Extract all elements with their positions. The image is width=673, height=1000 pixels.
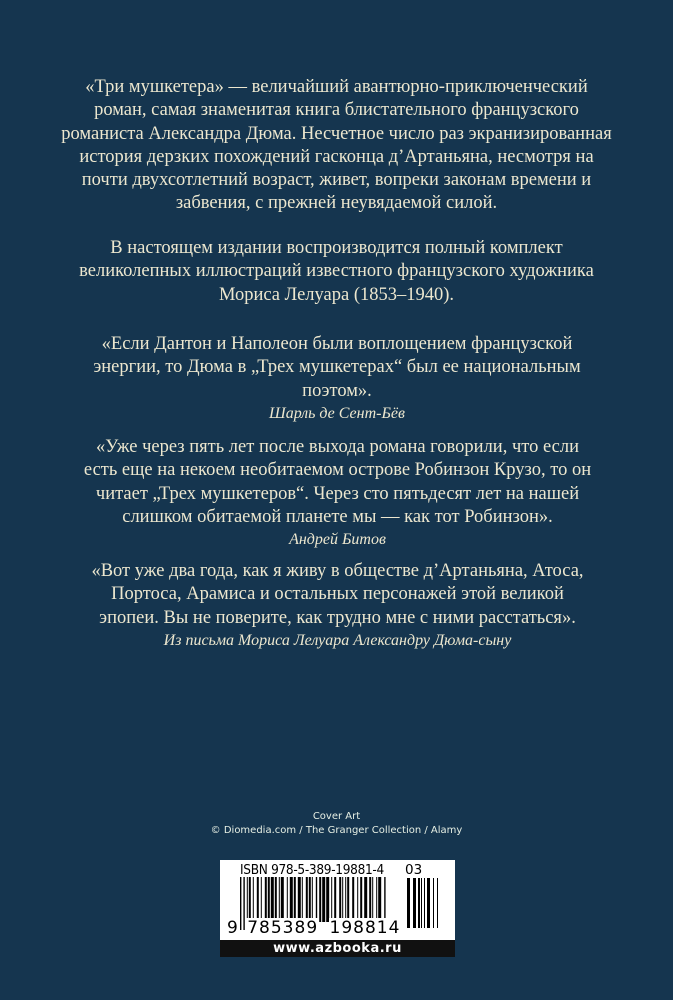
isbn-number: ISBN 978-5-389-19881-4 (240, 862, 384, 878)
barcode-bar (257, 877, 259, 922)
quote-2 (80, 436, 595, 551)
barcode-bar (279, 877, 280, 922)
barcode-bar (413, 878, 416, 928)
barcode-bar (334, 877, 336, 922)
barcode-bar (326, 877, 329, 922)
barcode-bar (407, 878, 410, 928)
barcode-bar (312, 877, 313, 922)
description-paragraph-1: «Три мушкетера» — величайший авантюрно-приключенческий роман, самая знаменитая книга блистательного французского романиста Александра Дюма. Несчетное число раз экранизированная история дерзких похождений гасконца д’Артаньяна, несмотря на почти двухсотлетний возраст, живет, вопреки законам времени и забвения, с прежней неувядаемой силой. (61, 77, 612, 214)
barcode-bar (249, 877, 251, 922)
publisher-website: www.azbooka.ru (220, 940, 455, 957)
barcode-bar (360, 877, 362, 922)
barcode-bar (364, 877, 367, 922)
quote-text: «Если Дантон и Наполеон были воплощением французской энергии, то Дюма в „Трех мушкетерах“ был ее национальным поэтом». (93, 334, 581, 401)
barcode-bar (268, 877, 270, 922)
barcode-bar (357, 877, 358, 922)
barcode-bar (319, 877, 321, 922)
barcode-bar (378, 877, 381, 922)
barcode-bar (298, 877, 301, 922)
barcode-bar (339, 877, 341, 922)
barcode-bar (265, 877, 267, 922)
barcode-bar (287, 877, 288, 922)
barcode-bar (261, 877, 262, 922)
barcode-bar (352, 877, 354, 922)
cover-art-credits: Cover Art © Diomedia.com / The Granger Collection / Alamy (210, 811, 463, 836)
barcode-bar (427, 878, 430, 928)
barcode-bar (347, 877, 349, 922)
isbn-barcode (220, 860, 455, 957)
quote-text: «Вот уже два года, как я живу в обществе д’Артаньяна, Атоса, Портоса, Арамиса и остальных персонажей этой великой эпопеи. Вы не поверите, как трудно мне с ними расстаться». (91, 561, 584, 628)
barcode-bar (418, 878, 420, 928)
barcode-bar (437, 878, 438, 928)
barcode-bar (372, 877, 373, 922)
barcode-bar (247, 877, 248, 922)
barcode-bar (294, 877, 296, 922)
barcode-bar (302, 877, 303, 922)
quote-1 (92, 333, 582, 425)
description-paragraph-2: В настоящем издании воспроизводится полный комплект великолепных иллюстраций известного французского художника Мориса Лелуара (1853–1940). (79, 238, 594, 305)
barcode-bar (281, 877, 284, 922)
quote-author: Шарль де Сент-Бёв (269, 404, 405, 422)
barcode-bar (309, 877, 311, 922)
isbn-addon: 03 (405, 862, 423, 878)
barcode-bar (306, 877, 308, 922)
barcode-bar (275, 877, 277, 922)
quote-author: Из письма Мориса Лелуара Александру Дюма-сыну (163, 631, 512, 649)
barcode-bar (290, 877, 293, 922)
quote-text: «Уже через пять лет после выхода романа говорили, что если есть еще на некоем необитаемом острове Робинзон Крузо, то он читает „Трех мушкетеров“. Через сто пятьдесят лет на нашей слишком обитаемой планете мы — как тот Робинзон». (83, 437, 592, 527)
quote-3 (85, 560, 590, 652)
barcode-bar (345, 877, 346, 922)
barcode-bar (271, 877, 274, 922)
barcode-bar (342, 877, 343, 922)
barcode-bar (369, 877, 371, 922)
barcode-bar (376, 877, 377, 922)
barcode-bar (331, 877, 332, 922)
ean-digits: 9 785389 198814 (227, 918, 401, 938)
quote-author: Андрей Битов (289, 531, 386, 549)
barcode-bar (322, 877, 325, 922)
barcode-bar (433, 878, 434, 928)
barcode-bar (421, 878, 422, 928)
barcode-bar (424, 878, 425, 928)
barcode-bar (253, 877, 254, 922)
